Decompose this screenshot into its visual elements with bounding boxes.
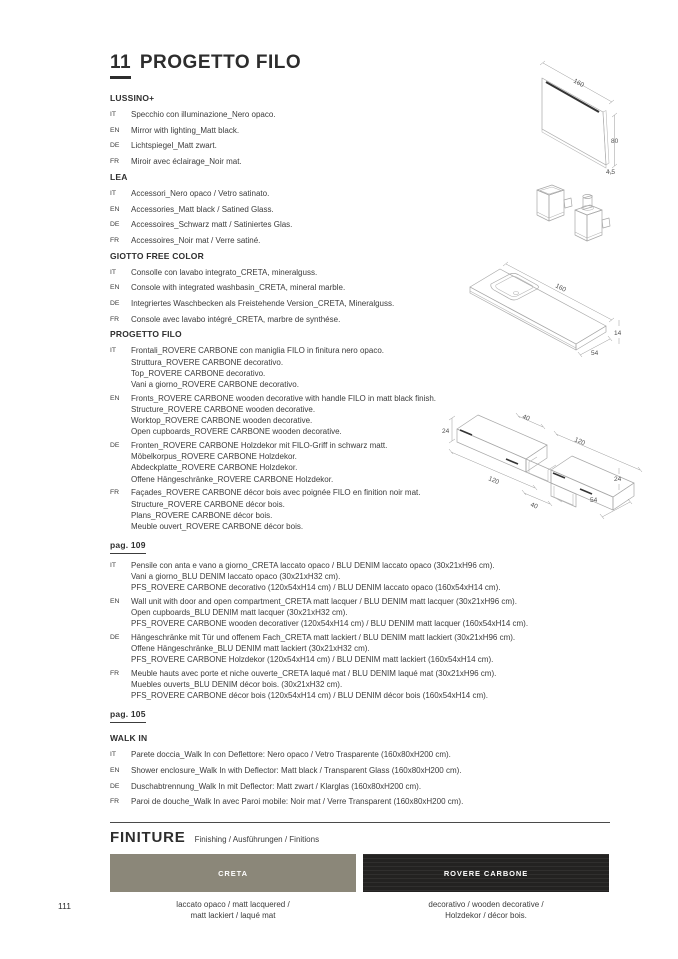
swatch-caption (363, 899, 609, 921)
caption-line: matt lackiert / laqué mat (190, 911, 276, 920)
item-text (131, 668, 590, 702)
section-heading: WALK IN (110, 733, 148, 744)
lang-row (110, 219, 590, 231)
section-heading: LUSSINO+ (110, 93, 155, 103)
text-line: Offene Hängeschränke_ROVERE CARBONE Holzdekor. (131, 474, 334, 484)
section-heading: pag. 109 (110, 540, 146, 554)
item-text (131, 749, 590, 761)
lang-code: DE (110, 300, 120, 308)
lang-code: DE (110, 442, 120, 450)
swatch-label: ROVERE CARBONE (443, 868, 529, 878)
dim-label: 4,5 (606, 169, 616, 176)
lang-row (110, 781, 590, 793)
lang-code: EN (110, 205, 120, 213)
item-text (131, 204, 590, 216)
item-text (131, 765, 590, 777)
lang-code: DE (110, 142, 120, 150)
chapter-number: 11 (110, 52, 131, 79)
lang-code: FR (110, 236, 120, 244)
swatch-caption (110, 899, 356, 921)
text-line: Meuble ouvert_ROVERE CARBONE décor bois. (131, 521, 304, 531)
lang-row (110, 796, 590, 808)
dim-label: 54 (591, 350, 599, 357)
lang-row (110, 596, 590, 630)
lang-code: IT (110, 189, 117, 197)
dim-label: 40 (529, 501, 539, 511)
dim-label: 120 (487, 475, 500, 487)
text-line: Meuble hauts avec porte et niche ouverte_CRETA laqué mat / BLU DENIM laqué mat (30x21xH96 cm). (131, 669, 497, 679)
lang-row (110, 749, 590, 761)
text-line: PFS_ROVERE CARBONE Holzdekor (120x54xH14 cm) / BLU DENIM matt lackiert (160x54xH14 cm). (131, 655, 494, 665)
section-walk-in (110, 733, 590, 808)
lang-code: FR (110, 315, 120, 323)
lang-row (110, 632, 590, 666)
finiture-subtitle: Finishing / Ausführungen / Finitions (194, 835, 320, 844)
chapter-title: PROGETTO FILO (139, 52, 302, 73)
wall-units-drawing (440, 386, 678, 526)
section-heading: GIOTTO FREE COLOR (110, 250, 204, 261)
lang-code: IT (110, 111, 117, 118)
lang-code: IT (110, 751, 117, 759)
lang-code: FR (110, 670, 120, 678)
text-line: Möbelkorpus_ROVERE CARBONE Holzdekor. (131, 452, 297, 462)
text-line: Duschabtrennung_Walk In mit Deflector: Matt zwart / Klarglas (160x80xH200 cm). (131, 781, 422, 791)
caption-line: laccato opaco / matt lacquered / (176, 900, 290, 909)
lang-code: EN (110, 597, 120, 605)
text-line: Vani a giorno_BLU DENIM laccato opaco (30x21xH32 cm). (131, 571, 341, 581)
text-line: Integriertes Waschbecken als Freistehende Version_CRETA, Mineralguss. (131, 299, 395, 309)
text-line: Open cupboards_BLU DENIM matt lacquer (30x21xH32 cm). (131, 608, 348, 617)
text-line: Mirror with lighting_Matt black. (131, 125, 240, 135)
page-number: 111 (58, 901, 71, 911)
section-pag-105 (110, 704, 590, 729)
text-line: PFS_ROVERE CARBONE wooden decorativer (120x54xH14 cm) / BLU DENIM matt lacquer (160x54xH14 cm). (131, 619, 529, 629)
text-line: Vani a giorno_ROVERE CARBONE decorativo. (131, 380, 299, 390)
text-line: Struttura_ROVERE CARBONE decorativo. (131, 357, 284, 367)
dim-label: 80 (611, 138, 619, 145)
lang-code: EN (110, 766, 120, 774)
section-heading: LEA (110, 171, 128, 182)
text-line: Miroir avec éclairage_Noir mat. (131, 157, 242, 167)
lang-code: DE (110, 782, 120, 790)
dim-label: 54 (590, 497, 598, 504)
finiture-title: FINITURE (110, 829, 186, 846)
lang-code: FR (110, 489, 120, 497)
lang-code: FR (110, 798, 120, 806)
item-text (131, 796, 590, 808)
text-line: Console avec lavabo intégré_CRETA, marbre de synthése. (131, 314, 341, 324)
swatch-label: CRETA (218, 868, 248, 878)
text-line: PFS_ROVERE CARBONE decorativo (120x54xH14 cm) / BLU DENIM laccato opaco (160x54xH14 cm). (131, 583, 501, 593)
text-line: PFS_ROVERE CARBONE décor bois (120x54xH14 cm) / BLU DENIM décor bois (160x54xH14 cm). (131, 691, 489, 701)
text-line: Console with integrated washbasin_CRETA, mineral marble. (131, 283, 346, 293)
dim-label: 40 (521, 413, 531, 423)
text-line: Accessories_Matt black / Satined Glass. (131, 204, 274, 214)
section-heading: pag. 105 (110, 709, 146, 723)
text-line: Fronten_ROVERE CARBONE Holzdekor mit FILO-Griff in schwarz matt. (131, 441, 388, 451)
lang-code: EN (110, 284, 120, 292)
mirror-drawing (495, 52, 650, 187)
item-text (131, 188, 590, 200)
text-line: Top_ROVERE CARBONE decorativo. (131, 368, 266, 378)
lang-code: EN (110, 126, 120, 134)
lang-code: IT (110, 347, 117, 355)
text-line: Consolle con lavabo integrato_CRETA, mineralguss. (131, 267, 318, 277)
finish-swatches (110, 854, 610, 892)
swatch-rovere-carbone (363, 854, 609, 892)
text-line: Offene Hängeschränke_BLU DENIM matt lackiert (30x21xH32 cm). (131, 644, 370, 654)
item-text (131, 219, 590, 231)
text-line: Accessoires_Noir mat / Verre satiné. (131, 235, 261, 245)
lang-code: DE (110, 633, 120, 641)
text-line: Fronts_ROVERE CARBONE wooden decorative with handle FILO in matt black finish. (131, 393, 437, 403)
lang-code: DE (110, 221, 120, 229)
text-line: Paroi de douche_Walk In avec Paroi mobile: Noir mat / Verre Transparent (160x80xH200 cm). (131, 797, 464, 807)
text-line: Specchio con illuminazione_Nero opaco. (131, 110, 276, 119)
text-line: Open cupboards_ROVERE CARBONE wooden decorative. (131, 427, 342, 437)
caption-line: Holzdekor / décor bois. (445, 911, 527, 920)
dim-label: 24 (442, 428, 450, 435)
text-line: Façades_ROVERE CARBONE décor bois avec poignée FILO en finition noir mat. (131, 488, 421, 498)
dim-label: 14 (614, 330, 622, 337)
text-line: Wall unit with door and open compartment_CRETA matt lacquer / BLU DENIM matt lacquer (30x21xH96 cm). (131, 596, 517, 606)
dim-label: 160 (554, 282, 567, 294)
text-line: Lichtspiegel_Matt zwart. (131, 141, 217, 151)
text-line: Frontali_ROVERE CARBONE con maniglia FILO in finitura nero opaco. (131, 346, 384, 356)
item-text (131, 560, 590, 594)
text-line: Structure_ROVERE CARBONE wooden decorative. (131, 404, 316, 414)
text-line: Hängeschränke mit Tür und offenem Fach_CRETA matt lackiert / BLU DENIM matt lackiert (30x21xH96 cm). (131, 632, 516, 642)
item-text (131, 235, 590, 247)
dim-label: 160 (572, 77, 585, 90)
console-drawing (450, 256, 675, 361)
lang-row (110, 188, 590, 200)
text-line: Pensile con anta e vano a giorno_CRETA laccato opaco / BLU DENIM laccato opaco (30x21xH96 cm). (131, 560, 495, 570)
text-line: Muebles ouverts_BLU DENIM décor bois. (30x21xH32 cm). (131, 680, 343, 690)
text-line: Parete doccia_Walk In con Deflettore: Nero opaco / Vetro Trasparente (160x80xH200 cm). (131, 750, 451, 760)
finiture-header (110, 829, 610, 846)
item-text (131, 781, 590, 793)
text-line: Plans_ROVERE CARBONE décor bois. (131, 510, 273, 520)
lang-code: IT (110, 561, 117, 569)
dim-label: 120 (573, 436, 586, 448)
text-line: Shower enclosure_Walk In with Deflector: Matt black / Transparent Glass (160x80xH200 cm). (131, 765, 462, 775)
lang-code: EN (110, 394, 120, 402)
caption-line: decorativo / wooden decorative / (428, 900, 544, 909)
item-text (131, 596, 590, 630)
lang-row (110, 235, 590, 247)
item-text (131, 632, 590, 666)
finiture-section (110, 822, 610, 921)
swatch-captions (110, 899, 610, 921)
dim-label: 24 (614, 476, 622, 483)
text-line: Abdeckplatte_ROVERE CARBONE Holzdekor. (131, 463, 298, 473)
section-pag-109 (110, 535, 590, 702)
lang-row (110, 560, 590, 594)
section-heading: PROGETTO FILO (110, 329, 182, 340)
lang-code: IT (110, 268, 117, 276)
lang-row (110, 668, 590, 702)
lang-code: FR (110, 158, 120, 166)
swatch-creta (110, 854, 356, 892)
text-line: Structure_ROVERE CARBONE décor bois. (131, 499, 285, 509)
lang-row (110, 765, 590, 777)
lang-row (110, 204, 590, 216)
text-line: Accessoires_Schwarz matt / Satiniertes Glas. (131, 220, 293, 230)
text-line: Accessori_Nero opaco / Vetro satinato. (131, 188, 270, 198)
text-line: Worktop_ROVERE CARBONE wooden decorative. (131, 416, 313, 426)
